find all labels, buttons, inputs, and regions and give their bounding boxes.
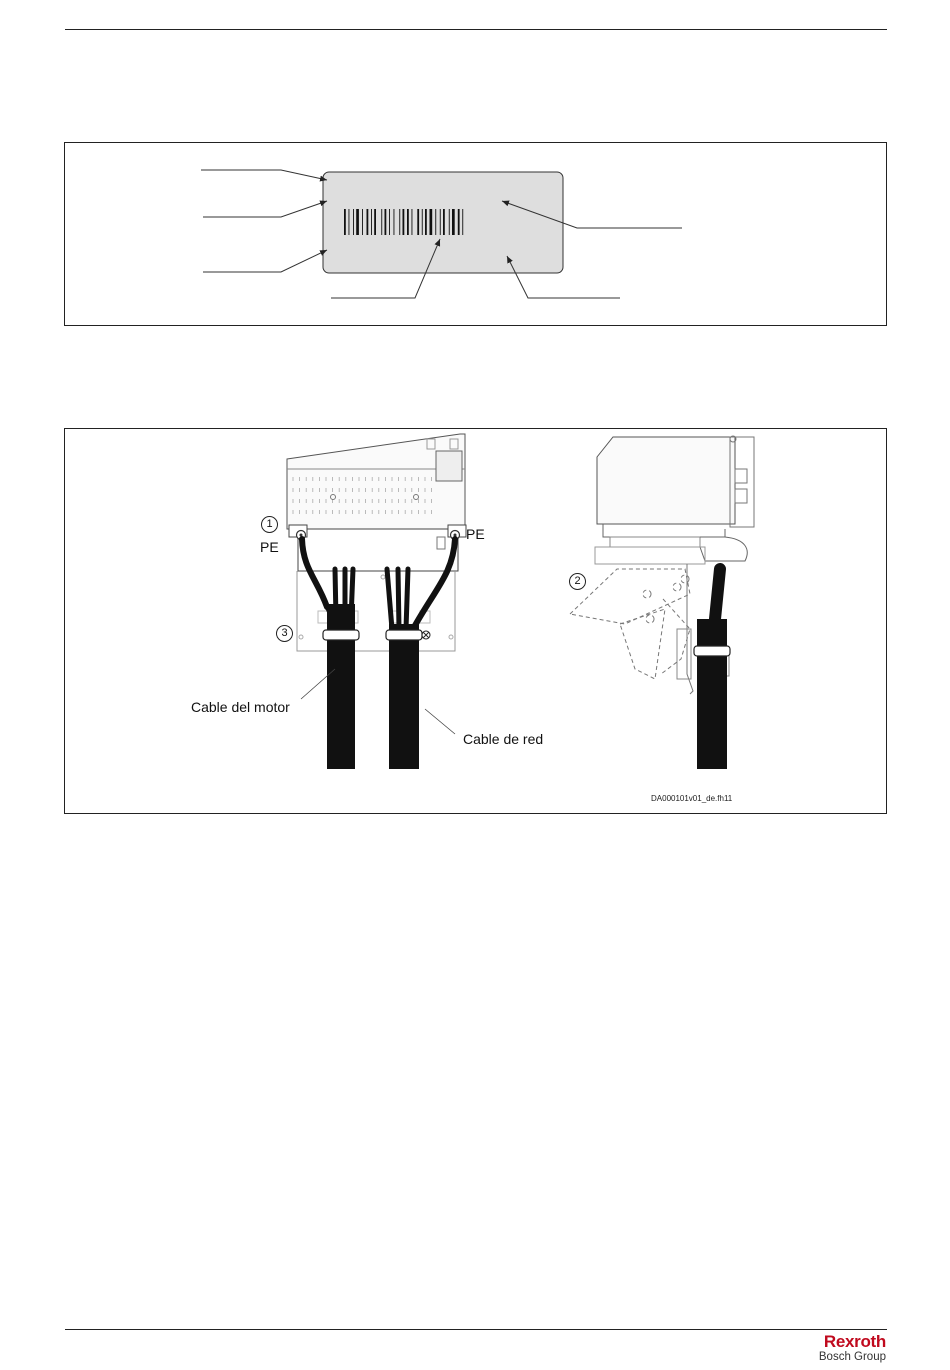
drive-side-view xyxy=(595,436,754,694)
network-cable-sheath xyxy=(389,624,419,769)
callout-1: 1 xyxy=(261,516,278,533)
swung-plate-dashed xyxy=(570,569,690,679)
network-cable-label: Cable de red xyxy=(463,731,544,747)
brand-block xyxy=(819,1332,886,1364)
callout-2: 2 xyxy=(569,573,586,590)
cable-connection-drawing xyxy=(65,429,888,815)
drive-front-view xyxy=(287,434,466,651)
footer-rule xyxy=(65,1329,887,1330)
pe-label-left: PE xyxy=(260,539,279,555)
side-cable-sheath xyxy=(697,619,727,769)
callout-3: 3 xyxy=(276,625,293,642)
brand-group: Bosch Group xyxy=(818,1351,886,1363)
motor-cable-clamp xyxy=(323,630,359,640)
network-cable-clamp xyxy=(386,630,422,640)
side-cable-clamp xyxy=(694,646,730,656)
figure-id: DA000101v01_de.fh11 xyxy=(651,794,733,803)
pe-label-right: PE xyxy=(466,526,485,542)
figure-type-plate xyxy=(64,142,887,326)
motor-cable-sheath xyxy=(327,604,355,769)
header-rule xyxy=(65,29,887,30)
brand-logo: Rexroth xyxy=(823,1332,886,1351)
figure-cable-connection xyxy=(64,428,887,814)
motor-cable-label: Cable del motor xyxy=(191,699,290,715)
type-plate-drawing xyxy=(65,143,888,327)
